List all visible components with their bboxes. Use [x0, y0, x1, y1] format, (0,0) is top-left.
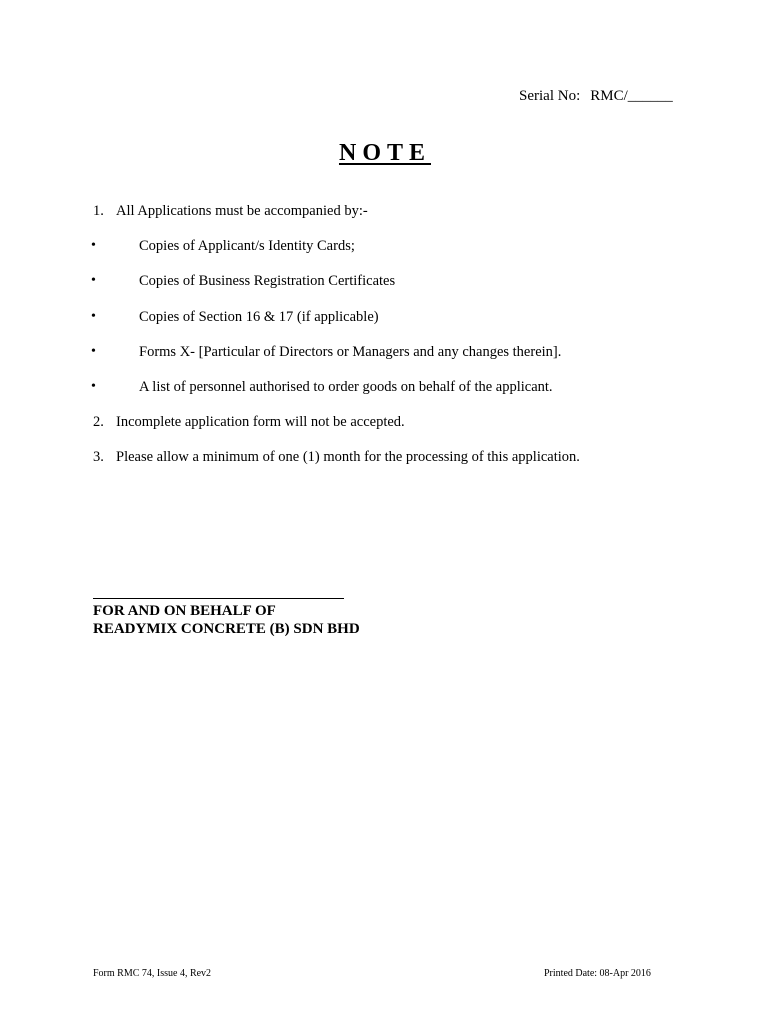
signature-line-2: READYMIX CONCRETE (B) SDN BHD: [93, 621, 360, 637]
list-item-number: 1.: [93, 203, 104, 219]
list-item-text: Incomplete application form will not be accepted.: [116, 414, 405, 430]
page-title: NOTE: [338, 140, 431, 166]
printed-date: Printed Date: 08-Apr 2016: [544, 968, 651, 979]
signature-line-1: FOR AND ON BEHALF OF: [93, 603, 276, 619]
bullet-text: A list of personnel authorised to order goods on behalf of the applicant.: [139, 379, 553, 395]
list-item-text: Please allow a minimum of one (1) month for the processing of this application.: [116, 449, 580, 465]
list-item-number: 3.: [93, 449, 104, 465]
bullet-icon: •: [91, 309, 96, 324]
bullet-icon: •: [91, 273, 96, 288]
serial-value: RMC/______: [590, 88, 673, 104]
serial-label: Serial No:: [519, 88, 581, 104]
serial-number: [519, 88, 673, 105]
bullet-text: Copies of Business Registration Certificates: [139, 273, 396, 289]
bullet-icon: •: [91, 379, 96, 394]
bullet-icon: •: [91, 238, 96, 253]
list-item-number: 2.: [93, 414, 104, 430]
bullet-text: Copies of Section 16 & 17 (if applicable): [139, 309, 379, 325]
signature-line: [93, 598, 344, 599]
bullet-icon: •: [91, 344, 96, 359]
form-reference: Form RMC 74, Issue 4, Rev2: [93, 968, 212, 979]
bullet-text: Copies of Applicant/s Identity Cards;: [139, 238, 355, 254]
bullet-text: Forms X- [Particular of Directors or Managers and any changes therein].: [139, 344, 562, 360]
list-item-text: All Applications must be accompanied by:-: [116, 203, 368, 219]
